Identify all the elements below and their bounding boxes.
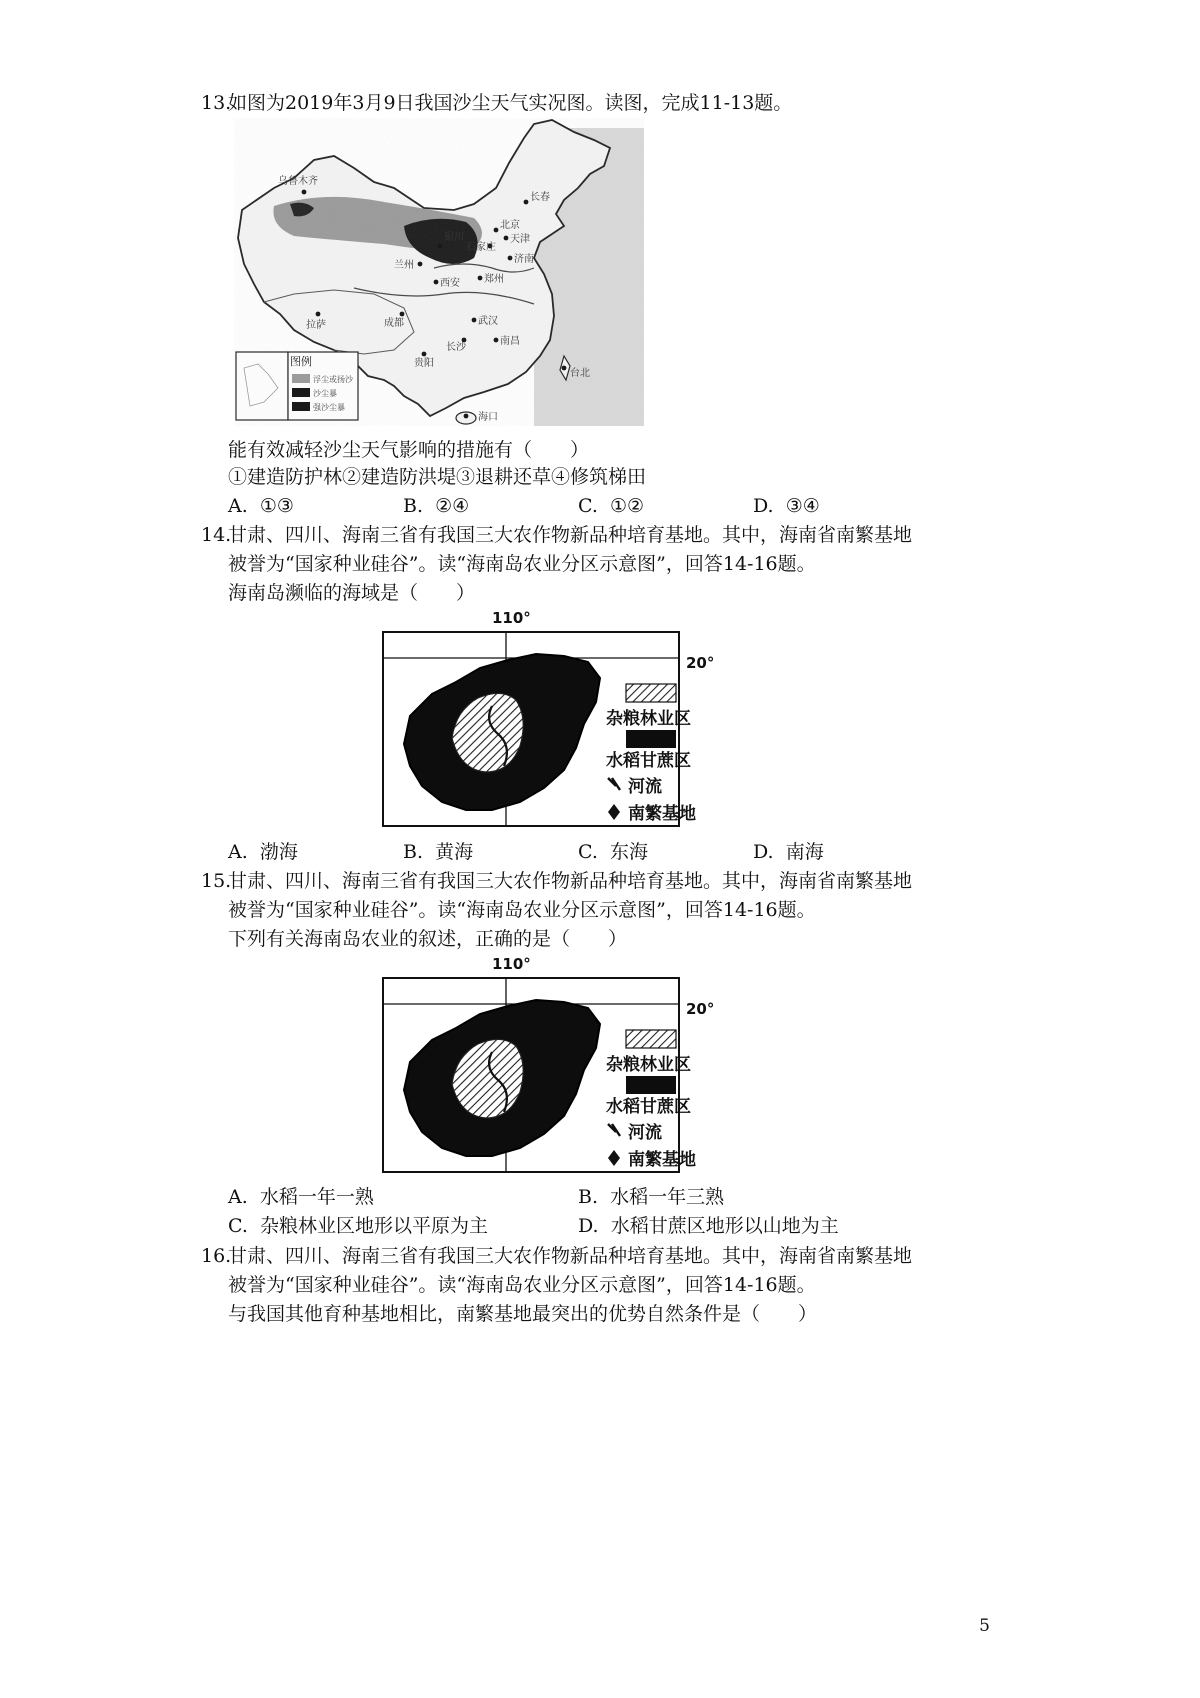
legend-label-base: 南繁基地 [628, 1150, 696, 1170]
question-14-stem-line-2: 被誉为“国家种业硅谷”。读“海南岛农业分区示意图”，回答14-16题。 [228, 553, 816, 575]
option-label: B. [403, 495, 424, 517]
legend-swatch-rice [626, 730, 676, 748]
question-15-stem-line-2: 被誉为“国家种业硅谷”。读“海南岛农业分区示意图”，回答14-16题。 [228, 899, 816, 921]
option-text: 黄海 [435, 841, 474, 863]
hainan-map-svg [380, 606, 750, 830]
question-13-prompt: 能有效减轻沙尘天气影响的措施有（ ） [228, 439, 590, 461]
question-15-stem-line-1: 甘肃、四川、海南三省有我国三大农作物新品种培育基地。其中，海南省南繁基地 [228, 870, 913, 892]
option-label: B. [578, 1186, 599, 1208]
option-text: 水稻一年一熟 [259, 1186, 374, 1208]
question-14-option-c[interactable] [578, 839, 648, 865]
question-14-option-a[interactable] [228, 839, 298, 865]
question-14-prompt: 海南岛濒临的海域是（ ） [228, 582, 476, 604]
legend-swatch-grain [626, 684, 676, 702]
question-15-option-b[interactable] [578, 1184, 724, 1210]
option-text: ①③ [259, 495, 294, 517]
legend-label-rice: 水稻甘蔗区 [606, 751, 691, 771]
question-13-number: 13. [201, 92, 232, 114]
page-number: 5 [979, 1616, 990, 1636]
china-dust-map [234, 118, 644, 426]
option-text: 渤海 [259, 841, 298, 863]
question-13-option-a[interactable] [228, 493, 294, 519]
question-14-option-d[interactable] [753, 839, 824, 865]
option-text: 水稻甘蔗区地形以山地为主 [610, 1215, 839, 1237]
option-label: A. [228, 495, 248, 517]
legend-label-grain: 杂粮林业区 [606, 1055, 691, 1075]
option-text: 南海 [785, 841, 824, 863]
option-label: D. [578, 1215, 599, 1237]
question-16-number: 16. [201, 1245, 232, 1267]
option-label: B. [403, 841, 424, 863]
hainan-map-q15 [380, 952, 750, 1176]
option-label: C. [578, 841, 598, 863]
option-text: 水稻一年三熟 [610, 1186, 725, 1208]
option-label: C. [228, 1215, 248, 1237]
question-14-stem-line-1: 甘肃、四川、海南三省有我国三大农作物新品种培育基地。其中，海南省南繁基地 [228, 524, 913, 546]
question-15-prompt: 下列有关海南岛农业的叙述，正确的是（ ） [228, 928, 628, 950]
legend-label-river: 河流 [628, 777, 662, 797]
question-15-number: 15. [201, 870, 232, 892]
question-13-option-b[interactable] [403, 493, 469, 519]
longitude-label: 110° [492, 609, 531, 627]
option-label: A. [228, 1186, 248, 1208]
legend-swatch-rice [626, 1076, 676, 1094]
option-text: 东海 [610, 841, 649, 863]
legend-label-grain: 杂粮林业区 [606, 709, 691, 729]
legend-swatch-grain [626, 1030, 676, 1048]
option-text: ①② [610, 495, 645, 517]
option-label: D. [753, 841, 774, 863]
hainan-map-svg [380, 952, 750, 1176]
china-dust-map-svg [234, 118, 644, 426]
question-16-prompt: 与我国其他育种基地相比，南繁基地最突出的优势自然条件是（ ） [228, 1303, 818, 1325]
option-text: ②④ [435, 495, 470, 517]
longitude-label: 110° [492, 955, 531, 973]
hainan-map-q14 [380, 606, 750, 830]
question-15-option-a[interactable] [228, 1184, 374, 1210]
question-13-option-d[interactable] [753, 493, 820, 519]
question-14-number: 14. [201, 524, 232, 546]
question-16-stem-line-1: 甘肃、四川、海南三省有我国三大农作物新品种培育基地。其中，海南省南繁基地 [228, 1245, 913, 1267]
option-label: A. [228, 841, 248, 863]
option-text: 杂粮林业区地形以平原为主 [260, 1215, 489, 1237]
option-label: C. [578, 495, 598, 517]
option-label: D. [753, 495, 774, 517]
question-15-option-c[interactable] [228, 1213, 488, 1239]
question-13-option-c[interactable] [578, 493, 644, 519]
question-13-stem: 如图为2019年3月9日我国沙尘天气实况图。读图，完成11-13题。 [228, 92, 793, 114]
legend-label-river: 河流 [628, 1123, 662, 1143]
question-16-stem-line-2: 被誉为“国家种业硅谷”。读“海南岛农业分区示意图”，回答14-16题。 [228, 1274, 816, 1296]
question-13-sub: ①建造防护林②建造防洪堤③退耕还草④修筑梯田 [228, 466, 647, 488]
question-15-option-d[interactable] [578, 1213, 839, 1239]
latitude-label: 20° [686, 1000, 715, 1018]
legend-label-rice: 水稻甘蔗区 [606, 1097, 691, 1117]
legend-label-base: 南繁基地 [628, 804, 696, 824]
question-14-option-b[interactable] [403, 839, 473, 865]
option-text: ③④ [785, 495, 820, 517]
latitude-label: 20° [686, 654, 715, 672]
